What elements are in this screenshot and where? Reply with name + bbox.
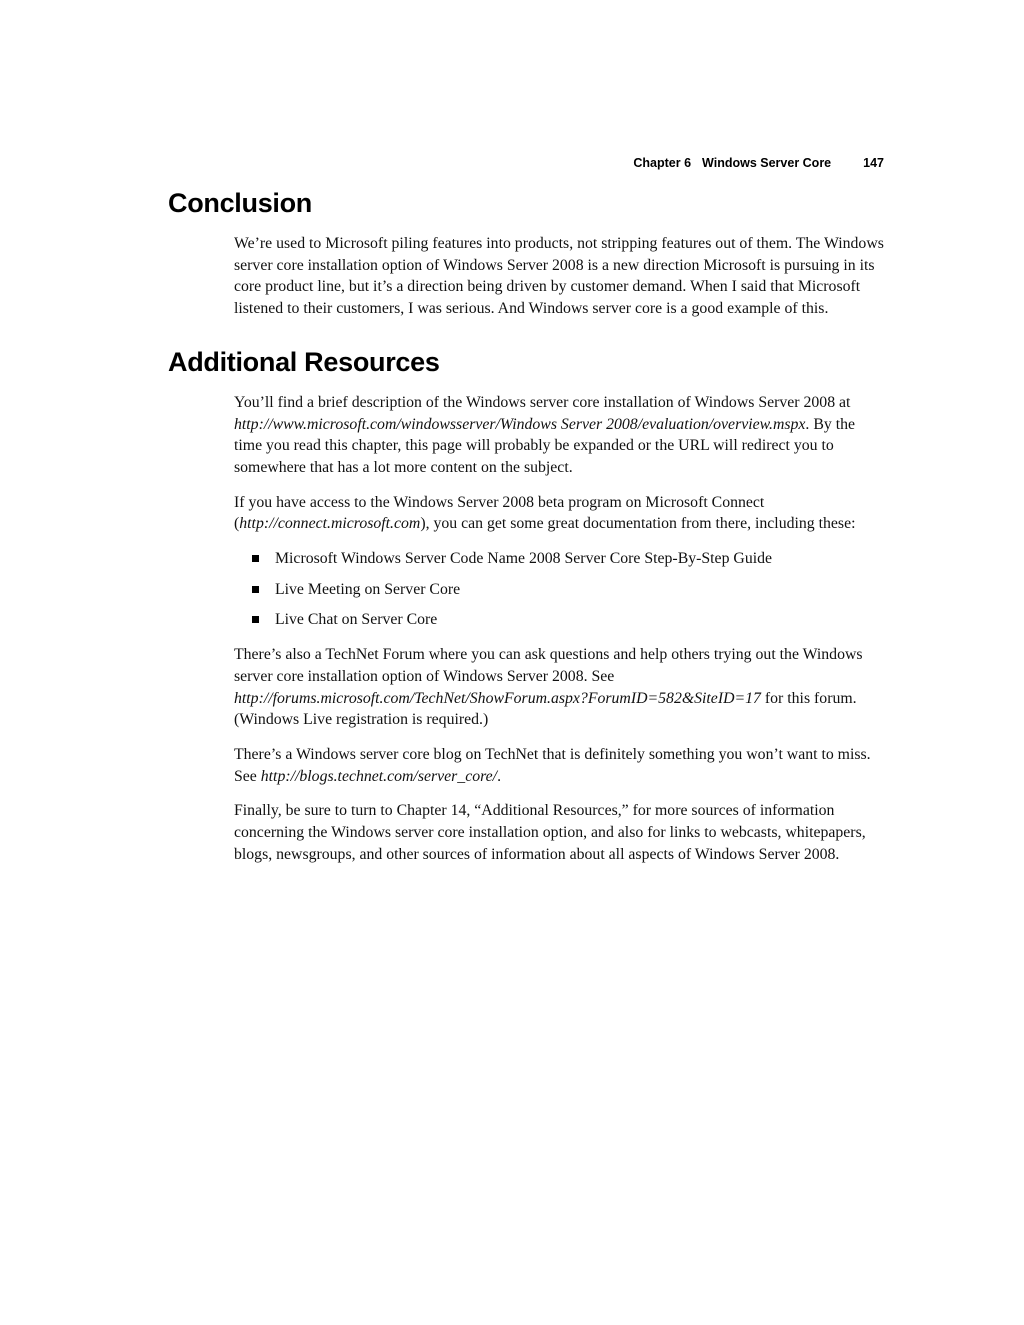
- resource-list: [234, 548, 884, 631]
- list-item: [234, 609, 884, 631]
- url-overview: http://www.microsoft.com/windowsserver/Windows Server 2008/evaluation/overview.mspx: [234, 415, 806, 433]
- bullet-square-icon: [252, 616, 259, 623]
- additional-resources-body: [234, 392, 884, 866]
- page-body: [168, 188, 884, 878]
- paragraph-connect: [234, 492, 884, 535]
- paragraph-conclusion: We’re used to Microsoft piling features into products, not stripping features out of them. The Windows server core installation option of Windows Server 2008 is a new direction Microsoft is pursuing in its core product line, but it’s a direction being driven by customer demand. When I said that Microsoft listened to their customers, I was serious. And Windows server core is a good example of this.: [234, 235, 884, 318]
- paragraph-blog-text-before: There’s a Windows server core blog on TechNet that is definitely something you won’t want to miss. See: [234, 745, 871, 785]
- bullet-square-icon: [252, 586, 259, 593]
- conclusion-body: [234, 233, 884, 320]
- url-connect: http://connect.microsoft.com: [239, 515, 421, 533]
- url-forum: http://forums.microsoft.com/TechNet/ShowForum.aspx?ForumID=582&SiteID=17: [234, 689, 761, 707]
- paragraph-forum: [234, 644, 884, 731]
- list-item-label: Microsoft Windows Server Code Name 2008 Server Core Step-By-Step Guide: [275, 550, 773, 568]
- paragraph-connect-text-after: ), you can get some great documentation from there, including these:: [420, 515, 856, 533]
- section-heading-additional-resources: Additional Resources: [168, 346, 440, 377]
- paragraph-forum-text-after: for this forum. (Windows Live registration is required.): [234, 689, 857, 729]
- paragraph-blog-text-after: .: [497, 767, 502, 785]
- chapter-title: Windows Server Core: [702, 156, 832, 170]
- paragraph-description: [234, 392, 884, 479]
- paragraph-blog: [234, 744, 884, 787]
- list-item: [234, 548, 884, 570]
- chapter-label: Chapter 6: [633, 156, 692, 170]
- list-item-label: Live Meeting on Server Core: [275, 580, 461, 598]
- paragraph-description-text-after: . By the time you read this chapter, this page will probably be expanded or the URL will redirect you to somewhere that has a lot more content on the subject.: [234, 415, 856, 476]
- page-number: 147: [863, 156, 884, 170]
- list-item: [234, 579, 884, 601]
- url-blog: http://blogs.technet.com/server_core/: [260, 767, 498, 785]
- running-head: [168, 156, 884, 170]
- paragraph-description-text-before: You’ll find a brief description of the Windows server core installation of Windows Server 2008 at: [234, 393, 851, 411]
- paragraph-connect-text-before: If you have access to the Windows Server 2008 beta program on Microsoft Connect (: [234, 493, 765, 533]
- list-item-label: Live Chat on Server Core: [275, 611, 438, 629]
- paragraph-forum-text-before: There’s also a TechNet Forum where you can ask questions and help others trying out the Windows server core installation option of Windows Server 2008. See: [234, 646, 863, 685]
- section-heading-conclusion: Conclusion: [168, 188, 312, 218]
- paragraph-finally: Finally, be sure to turn to Chapter 14, “Additional Resources,” for more sources of information concerning the Windows server core installation option, and also for links to webcasts, whitepapers, blogs, newsgroups, and other sources of information about all aspects of Windows Server 2008.: [234, 802, 866, 863]
- bullet-square-icon: [252, 555, 259, 562]
